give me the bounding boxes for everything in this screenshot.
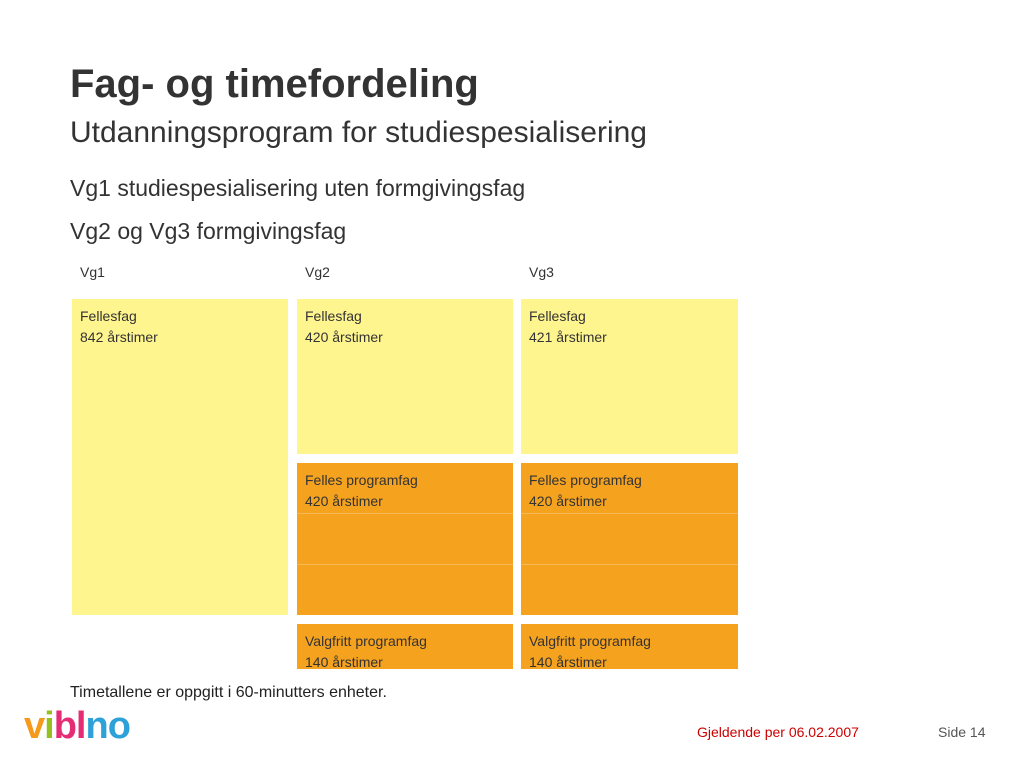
block-divider bbox=[521, 564, 738, 565]
slide-title: Fag- og timefordeling bbox=[70, 62, 479, 106]
vg3-felles-programfag-hours: 420 årstimer bbox=[529, 493, 607, 509]
block-divider bbox=[297, 513, 513, 514]
column-header-vg2: Vg2 bbox=[305, 264, 330, 280]
block-divider bbox=[521, 513, 738, 514]
vg2-fellesfag-name: Fellesfag bbox=[305, 308, 362, 324]
vg2-valgfritt-programfag-hours: 140 årstimer bbox=[305, 654, 383, 670]
vg2-felles-programfag-hours: 420 årstimer bbox=[305, 493, 383, 509]
text-line-vg2-vg3: Vg2 og Vg3 formgivingsfag bbox=[70, 218, 347, 244]
vg3-felles-programfag-block bbox=[521, 463, 738, 615]
page-number: Side 14 bbox=[938, 724, 986, 740]
vg3-fellesfag-block bbox=[521, 299, 738, 454]
text-line-vg1: Vg1 studiespesialisering uten formgivingsfag bbox=[70, 175, 526, 201]
vg2-valgfritt-programfag-block bbox=[297, 624, 513, 669]
slide-subtitle: Utdanningsprogram for studiespesialisering bbox=[70, 116, 647, 149]
footnote: Timetallene er oppgitt i 60-minutters enheter. bbox=[70, 684, 387, 701]
vg3-valgfritt-programfag-hours: 140 årstimer bbox=[529, 654, 607, 670]
block-divider bbox=[297, 564, 513, 565]
vg3-fellesfag-name: Fellesfag bbox=[529, 308, 586, 324]
vg2-fellesfag-block bbox=[297, 299, 513, 454]
vg2-felles-programfag-name: Felles programfag bbox=[305, 472, 418, 488]
vg3-valgfritt-programfag-name: Valgfritt programfag bbox=[529, 633, 651, 649]
vg1-fellesfag-name: Fellesfag bbox=[80, 308, 137, 324]
vg3-fellesfag-hours: 421 årstimer bbox=[529, 329, 607, 345]
vg2-fellesfag-hours: 420 årstimer bbox=[305, 329, 383, 345]
vg3-valgfritt-programfag-block bbox=[521, 624, 738, 669]
vg1-fellesfag-block bbox=[72, 299, 288, 615]
vg2-felles-programfag-block bbox=[297, 463, 513, 615]
vg3-felles-programfag-name: Felles programfag bbox=[529, 472, 642, 488]
valid-date: Gjeldende per 06.02.2007 bbox=[697, 724, 859, 740]
vg1-fellesfag-hours: 842 årstimer bbox=[80, 329, 158, 345]
vg2-valgfritt-programfag-name: Valgfritt programfag bbox=[305, 633, 427, 649]
column-header-vg1: Vg1 bbox=[80, 264, 105, 280]
viblino-logo: viblno bbox=[24, 705, 130, 747]
column-header-vg3: Vg3 bbox=[529, 264, 554, 280]
